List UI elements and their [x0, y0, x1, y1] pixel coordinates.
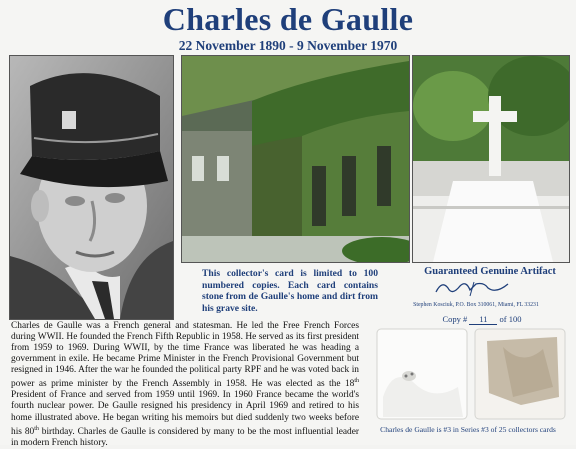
- life-dates: 22 November 1890 - 9 November 1970: [178, 38, 398, 53]
- copy-prefix: Copy #: [442, 314, 468, 324]
- grave-photo: [412, 55, 570, 263]
- bio-sup-1: th: [354, 378, 359, 385]
- copy-number-line: [412, 314, 552, 325]
- limited-edition-notice: This collector's card is limited to 100 numbered copies. Each card contains stone from de Gaulle's home and dirt from his grave site.: [202, 268, 378, 314]
- series-caption: Charles de Gaulle is #3 in Series #3 of 25 collectors cards: [380, 425, 556, 434]
- bio-part-3: birthday. Charles de Gaulle is considered by many to be the most influential leader in modern French history.: [11, 426, 359, 448]
- dirt-sample-packet: [473, 327, 568, 421]
- copy-number: 11: [469, 314, 497, 325]
- stone-sample-packet: [373, 327, 473, 421]
- signature: [430, 278, 520, 298]
- bio-sup-2: th: [34, 425, 39, 432]
- bio-part-1: Charles de Gaulle was a French general and statesman. He led the Free French Forces during WWII. He founded the French Fifth Republic in 1958. He served as its first president from 1959 to 1969. During WWII, by the time France was liberated he was heading a government in exile. He became Prime Minister in the French Provisional Government but resigned in 1946. After the war he founded the political party RPF and he was voted back in power as prime minister by the French Assembly in 1958. He was elected as the: [11, 321, 359, 390]
- page-title: Charles de Gaulle: [162, 1, 414, 37]
- bio-ordinal-2: 80: [24, 426, 35, 437]
- biography-text: [11, 321, 359, 449]
- copy-suffix: of 100: [499, 314, 522, 324]
- seller-address: Stephen Kosciuk, P.O. Box 310061, Miami, FL 33231: [413, 302, 539, 308]
- guarantee-heading: Guaranteed Genuine Artifact: [424, 266, 556, 277]
- bio-part-2: President of France and served from 1959 until 1969. In 1960 France became the world's fourth nuclear power. De Gaulle resigned his presidency in April 1969 and retired to his home illustrated above. He began writing his memoirs but died suddenly two weeks before his: [11, 390, 359, 437]
- bio-ordinal-1: 18: [344, 379, 355, 390]
- portrait-photo: [9, 55, 174, 320]
- home-photo: [181, 55, 410, 263]
